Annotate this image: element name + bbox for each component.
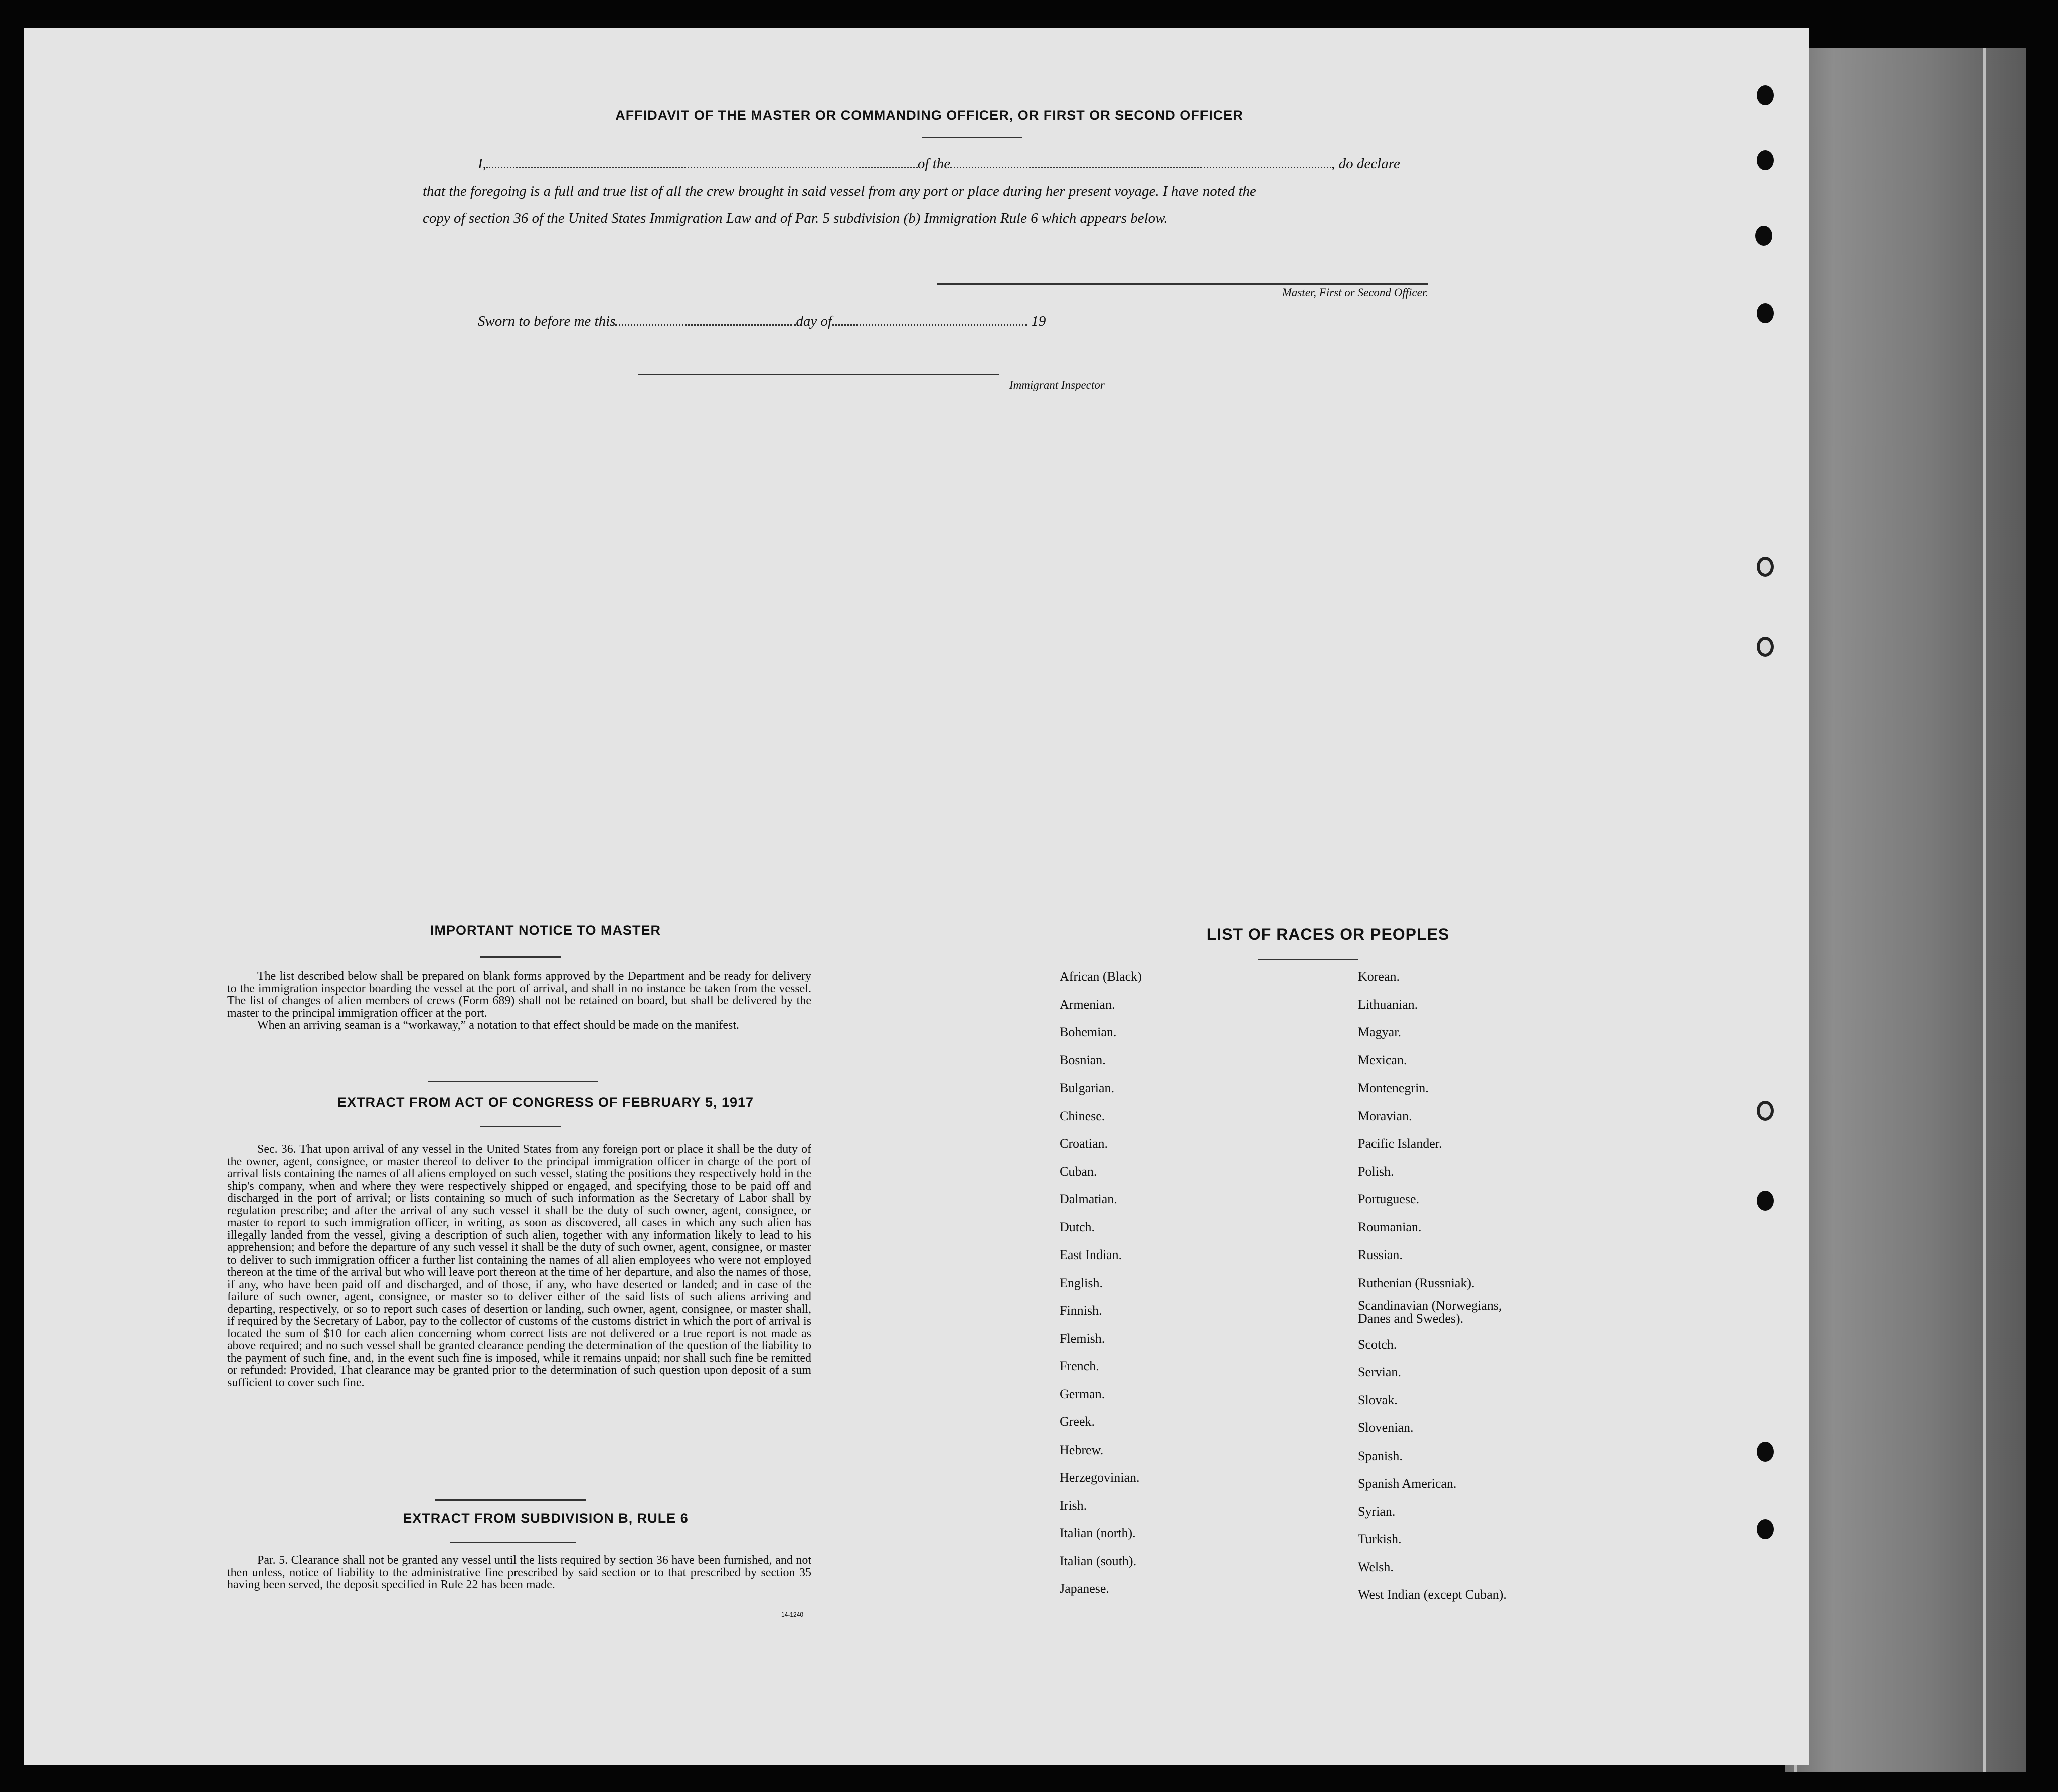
rule-extract-title: EXTRACT FROM SUBDIVISION B, RULE 6 xyxy=(403,1511,689,1526)
race-item: Cuban. xyxy=(1060,1164,1097,1179)
declaration-i: I, xyxy=(478,156,486,172)
race-item: Spanish. xyxy=(1358,1448,1403,1463)
race-item: Polish. xyxy=(1358,1164,1394,1179)
sworn-year: 19 xyxy=(1031,313,1046,329)
officer-signature-line xyxy=(937,283,1428,285)
race-item: Dutch. xyxy=(1060,1219,1095,1234)
sworn-month-blank xyxy=(832,313,1027,326)
notice-title: IMPORTANT NOTICE TO MASTER xyxy=(430,923,661,938)
race-item: Armenian. xyxy=(1060,997,1115,1012)
affidavit-declaration xyxy=(423,150,1426,232)
race-item: African (Black) xyxy=(1060,969,1142,984)
race-item: Bulgarian. xyxy=(1060,1081,1115,1095)
races-list-title: LIST OF RACES OR PEOPLES xyxy=(1206,925,1450,943)
race-item: Mexican. xyxy=(1358,1052,1407,1067)
race-item: Finnish. xyxy=(1060,1303,1102,1318)
declaration-line-2: that the foregoing is a full and true list of all the crew brought in said vessel from any port or place during her present voyage. I have noted the xyxy=(423,183,1256,199)
vessel-blank xyxy=(950,156,1331,168)
divider xyxy=(922,137,1022,138)
punch-hole xyxy=(1757,150,1774,170)
divider xyxy=(428,1081,598,1082)
inspector-signature-line xyxy=(638,374,999,375)
race-item: Spanish American. xyxy=(1358,1476,1457,1491)
race-item: Syrian. xyxy=(1358,1504,1396,1519)
form-number: 14-1240 xyxy=(781,1611,804,1618)
race-item: Pacific Islander. xyxy=(1358,1136,1442,1151)
affidavit-title: AFFIDAVIT OF THE MASTER OR COMMANDING OFFICER, OR FIRST OR SECOND OFFICER xyxy=(615,108,1243,123)
punch-hole xyxy=(1757,557,1774,577)
race-item: Bosnian. xyxy=(1060,1052,1106,1067)
declaration-line-3: copy of section 36 of the United States Immigration Law and of Par. 5 subdivision (b) Immigration Rule 6 which appears below. xyxy=(423,210,1168,226)
race-item: Hebrew. xyxy=(1060,1442,1104,1457)
race-item: Korean. xyxy=(1358,969,1400,984)
race-item: Roumanian. xyxy=(1358,1219,1422,1234)
rule-extract-body: Par. 5. Clearance shall not be granted any vessel until the lists required by section 36 have been furnished, and not then unless, notice of liability to the administrative fine prescribed by said section or to that prescribed by section 35 having been served, the deposit specified in Rule 22 has been made. xyxy=(227,1554,811,1591)
race-item: Turkish. xyxy=(1358,1532,1402,1546)
race-item: Slovenian. xyxy=(1358,1420,1414,1435)
sworn-day-of: day of xyxy=(796,313,832,329)
race-item: Italian (south). xyxy=(1060,1553,1137,1568)
inspector-signature-label: Immigrant Inspector xyxy=(1009,379,1105,391)
race-item: West Indian (except Cuban). xyxy=(1358,1587,1507,1602)
notice-paragraph: When an arriving seaman is a “workaway,” a notation to that effect should be made on the manifest. xyxy=(257,1019,739,1032)
punch-hole xyxy=(1757,85,1774,105)
race-item: Irish. xyxy=(1060,1498,1087,1513)
divider xyxy=(435,1499,586,1501)
punch-hole xyxy=(1755,226,1772,246)
manifest-back-page xyxy=(24,28,1809,1765)
punch-hole xyxy=(1757,637,1774,657)
race-item: Welsh. xyxy=(1358,1559,1394,1574)
declaration-of-the: of the xyxy=(917,156,951,172)
race-item: Flemish. xyxy=(1060,1331,1105,1346)
punch-hole xyxy=(1757,1442,1774,1462)
race-item: Magyar. xyxy=(1358,1025,1401,1039)
race-item: Herzegovinian. xyxy=(1060,1470,1140,1485)
race-item: Moravian. xyxy=(1358,1108,1412,1123)
underlying-manifest-page xyxy=(1785,48,2026,1772)
punch-hole xyxy=(1757,1101,1774,1121)
race-item: Bohemian. xyxy=(1060,1025,1117,1039)
punch-hole xyxy=(1757,1191,1774,1211)
act-extract-title: EXTRACT FROM ACT OF CONGRESS OF FEBRUARY 5, 1917 xyxy=(337,1095,754,1110)
officer-signature-label: Master, First or Second Officer. xyxy=(1282,286,1428,299)
divider xyxy=(480,956,561,958)
race-item: English. xyxy=(1060,1275,1103,1290)
divider xyxy=(480,1126,561,1127)
race-item: Montenegrin. xyxy=(1358,1081,1429,1095)
race-item: Greek. xyxy=(1060,1414,1095,1429)
race-item: East Indian. xyxy=(1060,1247,1122,1262)
race-item: Chinese. xyxy=(1060,1108,1105,1123)
sworn-date-blank xyxy=(615,313,796,326)
race-item: Italian (north). xyxy=(1060,1526,1136,1540)
race-item: Portuguese. xyxy=(1358,1192,1420,1206)
race-item: Slovak. xyxy=(1358,1392,1398,1407)
race-item: Scotch. xyxy=(1358,1337,1397,1352)
sworn-statement xyxy=(478,313,1330,330)
race-item: French. xyxy=(1060,1359,1099,1373)
divider xyxy=(450,1542,576,1543)
declaration-do-declare: , do declare xyxy=(1331,156,1400,172)
race-item: Lithuanian. xyxy=(1358,997,1418,1012)
declaration-line-1 xyxy=(423,150,1426,177)
notice-paragraph: The list described below shall be prepared on blank forms approved by the Department and be ready for delivery to the immigration inspector boarding the vessel at the port of arrival, and shall in no instance be taken from the vessel. The list of changes of alien members of crews (Form 689) shall not be retained on board, but shall be delivered by the master to the principal immigration officer at the port. xyxy=(227,970,811,1020)
punch-hole xyxy=(1757,303,1774,323)
punch-hole xyxy=(1757,1519,1774,1539)
race-item: Ruthenian (Russniak). xyxy=(1358,1275,1475,1290)
race-item: Japanese. xyxy=(1060,1581,1109,1596)
race-item: German. xyxy=(1060,1386,1105,1401)
race-item: Scandinavian (Norwegians, Danes and Swedes). xyxy=(1358,1298,1502,1326)
notice-body xyxy=(227,970,811,1032)
race-item: Russian. xyxy=(1358,1247,1403,1262)
race-item: Servian. xyxy=(1358,1365,1401,1379)
name-blank xyxy=(486,156,918,168)
race-item: Croatian. xyxy=(1060,1136,1108,1151)
race-item: Dalmatian. xyxy=(1060,1192,1117,1206)
act-extract-body: Sec. 36. That upon arrival of any vessel in the United States from any foreign port or place it shall be the duty of the owner, agent, consignee, or master thereof to deliver to the principal immigration officer in charge of the port of arrival lists containing the names of all aliens employed on such vessel, stating the positions they respectively hold in the ship's company, when and where they were respectively shipped or engaged, and specifying those to be paid off and discharged in the port of arrival; or lists containing so much of such information as the Secretary of Labor shall by regulation prescribe; and after the arrival of any such vessel it shall be the duty of such owner, agent, consignee, or master to report to such immigration officer, in writing, as soon as discovered, all cases in which any such alien has illegally landed from the vessel, giving a description of such alien, together with any information likely to lead to his apprehension; and before the departure of any such vessel it shall be the duty of such owner, agent, consignee, or master to deliver to such immigration officer a further list containing the names of all alien employees who were not employed thereon at the time of the arrival but who will leave port thereon at the time of her departure, and also the names of those, if any, who have been paid off and discharged, and of those, if any, who have deserted or landed; and in case of the failure of such owner, agent, consignee, or master so to deliver either of the said lists of such aliens arriving and departing, respectively, or so to report such cases of desertion or landing, such owner, agent, consignee, or master shall, if required by the Secretary of Labor, pay to the collector of customs of the customs district in which the port of arrival is located the sum of $10 for each alien concerning whom correct lists are not delivered or a true report is not made as above required; and no such vessel shall be granted clearance pending the determination of the question of the liability to the payment of such fine, and, in the event such fine is imposed, while it remains unpaid; nor shall such fine be remitted or refunded: Provided, That clearance may be granted prior to the determination of such question upon deposit of a sum sufficient to cover such fine. xyxy=(227,1143,811,1389)
divider xyxy=(1258,959,1358,960)
sworn-prefix: Sworn to before me this xyxy=(478,313,616,329)
